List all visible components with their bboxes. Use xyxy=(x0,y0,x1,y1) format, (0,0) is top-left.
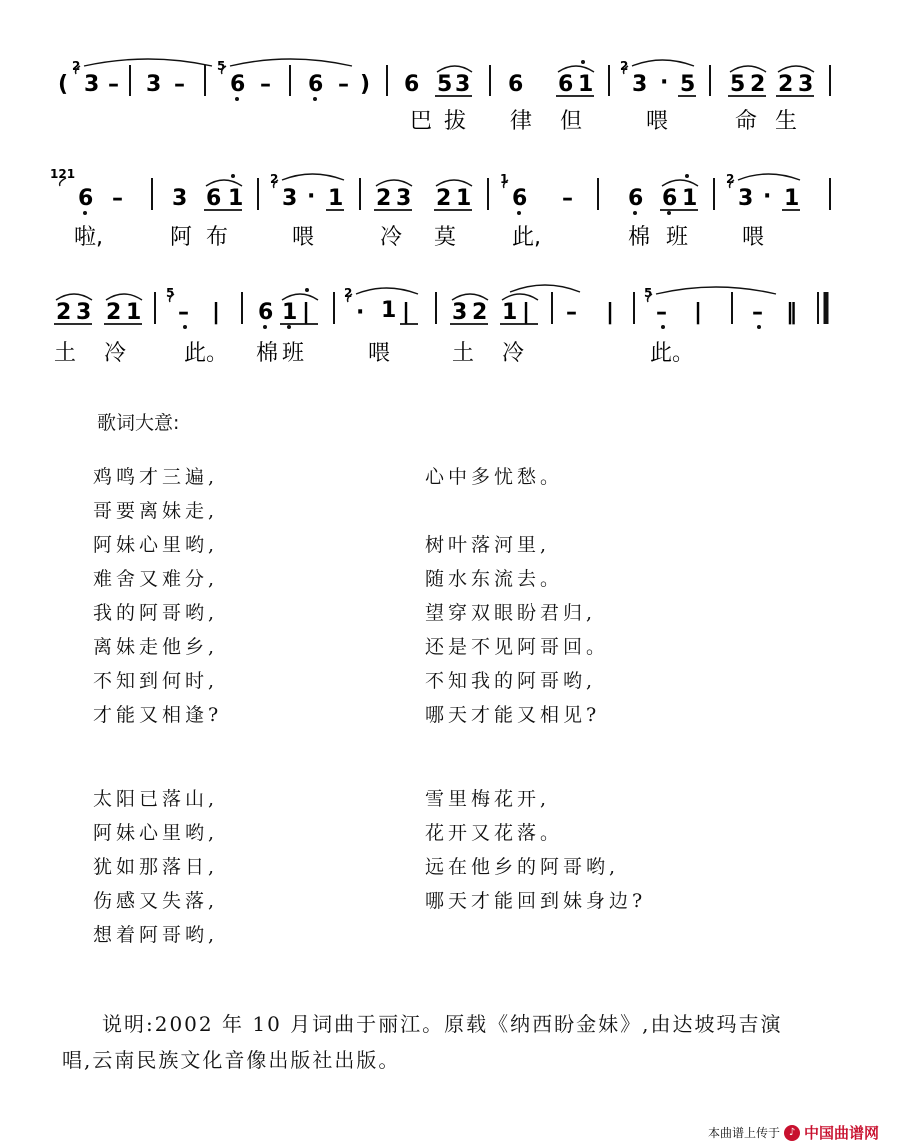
dot-note: · xyxy=(307,184,316,209)
note: 2 xyxy=(436,186,452,211)
grace-note: 2 xyxy=(726,172,735,186)
note: – xyxy=(752,300,763,325)
lyric: 阿 xyxy=(170,225,193,250)
poem-line: 哪天才能回到妹身边? xyxy=(425,890,647,912)
lyrics-right-column xyxy=(425,462,646,920)
poem-line: 鸡鸣才三遍, xyxy=(93,466,219,488)
lyric: 巴 xyxy=(410,109,433,134)
note: – xyxy=(656,300,667,325)
score-line-3 xyxy=(54,285,826,366)
note: 3 xyxy=(76,300,92,325)
poem-line: 不知我的阿哥哟, xyxy=(425,670,597,692)
note: | xyxy=(522,300,531,325)
poem-line: 阿妹心里哟, xyxy=(93,822,219,844)
poem-line: 我的阿哥哟, xyxy=(93,602,219,624)
note: 6 xyxy=(206,186,222,211)
dot-note: · xyxy=(660,70,669,95)
grace-note: 5 xyxy=(166,286,175,300)
note: 1 xyxy=(578,72,594,97)
grace-note: 121 xyxy=(50,167,76,181)
dash: – xyxy=(112,186,123,211)
lyric: 拔 xyxy=(444,109,467,134)
site-watermark[interactable] xyxy=(708,1122,879,1143)
note: 3 xyxy=(452,300,468,325)
dash: – xyxy=(562,186,573,211)
note: 1 xyxy=(784,186,800,211)
note: 3 xyxy=(738,186,754,211)
lyric: 此。 xyxy=(650,341,695,366)
lyric: 班 xyxy=(282,341,305,366)
note: 1 xyxy=(228,186,244,211)
note: 1 xyxy=(502,300,518,325)
lyric: 命 xyxy=(735,109,758,134)
poem-line: 想着阿哥哟, xyxy=(93,924,219,946)
grace-note: 2 xyxy=(72,59,81,73)
note: 1 xyxy=(682,186,698,211)
lyric: 喂 xyxy=(646,109,669,134)
dash: – xyxy=(108,72,119,97)
note: 1 xyxy=(282,300,298,325)
grace-note: 2 xyxy=(344,286,353,300)
poem-line: 伤感又失落, xyxy=(93,890,219,912)
lyric: 布 xyxy=(206,225,229,250)
note: 3 xyxy=(455,72,471,97)
note: – xyxy=(566,300,577,325)
note: 2 xyxy=(472,300,488,325)
dash: ‖ xyxy=(786,300,797,325)
note: 3 xyxy=(282,186,298,211)
note: 6 xyxy=(308,72,324,97)
lyric: 莫 xyxy=(434,225,457,250)
dash: | xyxy=(606,300,615,325)
lyric: 喂 xyxy=(368,341,391,366)
lyrics-left-column xyxy=(93,462,222,954)
poem-line: 还是不见阿哥回。 xyxy=(425,636,610,658)
poem-line: 哪天才能又相见? xyxy=(425,704,601,726)
note: ( xyxy=(58,72,69,97)
dot-note: 1 xyxy=(381,298,397,323)
lyrics-meaning-heading: 歌词大意: xyxy=(97,412,180,434)
note: 3 xyxy=(396,186,412,211)
explanatory-note-line-2: 唱,云南民族文化音像出版社出版。 xyxy=(62,1048,401,1072)
grace-note: 5 xyxy=(217,59,226,73)
lyric: 喂 xyxy=(292,225,315,250)
lyric: 此。 xyxy=(184,341,229,366)
note: 6 xyxy=(662,186,678,211)
note: ) xyxy=(360,72,371,97)
note: 1 xyxy=(126,300,142,325)
lyric: 棉 xyxy=(628,225,651,250)
lyric: 冷 xyxy=(104,341,127,366)
grace-note: 2 xyxy=(270,172,279,186)
note: 6 xyxy=(508,72,524,97)
poem-line: 犹如那落日, xyxy=(93,856,219,878)
poem-line: 不知到何时, xyxy=(93,670,219,692)
poem-line: 树叶落河里, xyxy=(425,534,551,556)
dash: – xyxy=(260,72,271,97)
lyric: 土 xyxy=(452,341,475,366)
lyric: 律 xyxy=(510,109,533,134)
lyric: 啦, xyxy=(74,225,103,250)
note: 5 xyxy=(680,72,696,97)
dot-note: · xyxy=(763,184,772,209)
poem-line: 望穿双眼盼君归, xyxy=(425,602,597,624)
note: 6 xyxy=(230,72,246,97)
note: 2 xyxy=(750,72,766,97)
note: 6 xyxy=(558,72,574,97)
lyric: 此, xyxy=(512,225,541,250)
note: 3 xyxy=(798,72,814,97)
note: 2 xyxy=(376,186,392,211)
note: | xyxy=(402,300,411,325)
grace-note: 2 xyxy=(620,59,629,73)
poem-line xyxy=(425,496,646,530)
note: 3 xyxy=(172,186,188,211)
poem-line: 才能又相逢? xyxy=(93,704,223,726)
poem-line: 心中多忧愁。 xyxy=(425,466,564,488)
note: 6 xyxy=(628,186,644,211)
poem-line: 难舍又难分, xyxy=(93,568,219,590)
score-line-2 xyxy=(50,167,830,250)
note: 3 xyxy=(146,72,162,97)
lyric: 土 xyxy=(54,341,77,366)
poem-line: 随水东流去。 xyxy=(425,568,564,590)
note: 5 xyxy=(437,72,453,97)
poem-line: 花开又花落。 xyxy=(425,822,564,844)
score-line-1 xyxy=(58,59,830,134)
poem-line: 雪里梅花开, xyxy=(425,788,551,810)
note: – xyxy=(178,300,189,325)
poem-line: 离妹走他乡, xyxy=(93,636,219,658)
note: · xyxy=(356,300,365,325)
chinese-score-site-logo-icon: ♪ xyxy=(784,1125,800,1141)
note: 3 xyxy=(84,72,100,97)
lyric: 班 xyxy=(666,225,689,250)
note: 6 xyxy=(258,300,274,325)
note: 2 xyxy=(56,300,72,325)
poem-line: 太阳已落山, xyxy=(93,788,219,810)
note: 1 xyxy=(328,186,344,211)
lyric: 棉 xyxy=(256,341,279,366)
grace-note: 1 xyxy=(500,172,509,186)
grace-note: 5 xyxy=(644,286,653,300)
note: 6 xyxy=(512,186,528,211)
dash: – xyxy=(338,72,349,97)
note: 3 xyxy=(632,72,648,97)
dash: | xyxy=(694,300,703,325)
lyric: 但 xyxy=(560,109,583,134)
dash: – xyxy=(174,72,185,97)
note: 2 xyxy=(778,72,794,97)
note: 2 xyxy=(106,300,122,325)
lyric: 生 xyxy=(775,109,798,134)
lyric: 冷 xyxy=(502,341,525,366)
jianpu-notation xyxy=(0,0,900,380)
note: 5 xyxy=(730,72,746,97)
site-logo-text: 中国曲谱网 xyxy=(804,1124,880,1142)
poem-line: 哥要离妹走, xyxy=(93,500,219,522)
lyric: 冷 xyxy=(380,225,403,250)
stanza-gap xyxy=(425,734,646,784)
dash: | xyxy=(212,300,221,325)
poem-line: 阿妹心里哟, xyxy=(93,534,219,556)
note: 6 xyxy=(78,186,94,211)
upload-text: 本曲谱上传于 xyxy=(708,1126,781,1140)
explanatory-note-line-1: 说明:2002 年 10 月词曲于丽江。原载《纳西盼金妹》,由达坡玛吉演 xyxy=(102,1012,783,1036)
note: 1 xyxy=(456,186,472,211)
poem-line: 远在他乡的阿哥哟, xyxy=(425,856,620,878)
lyric: 喂 xyxy=(742,225,765,250)
note: | xyxy=(302,300,311,325)
note: 6 xyxy=(404,72,420,97)
stanza-gap xyxy=(93,734,222,784)
